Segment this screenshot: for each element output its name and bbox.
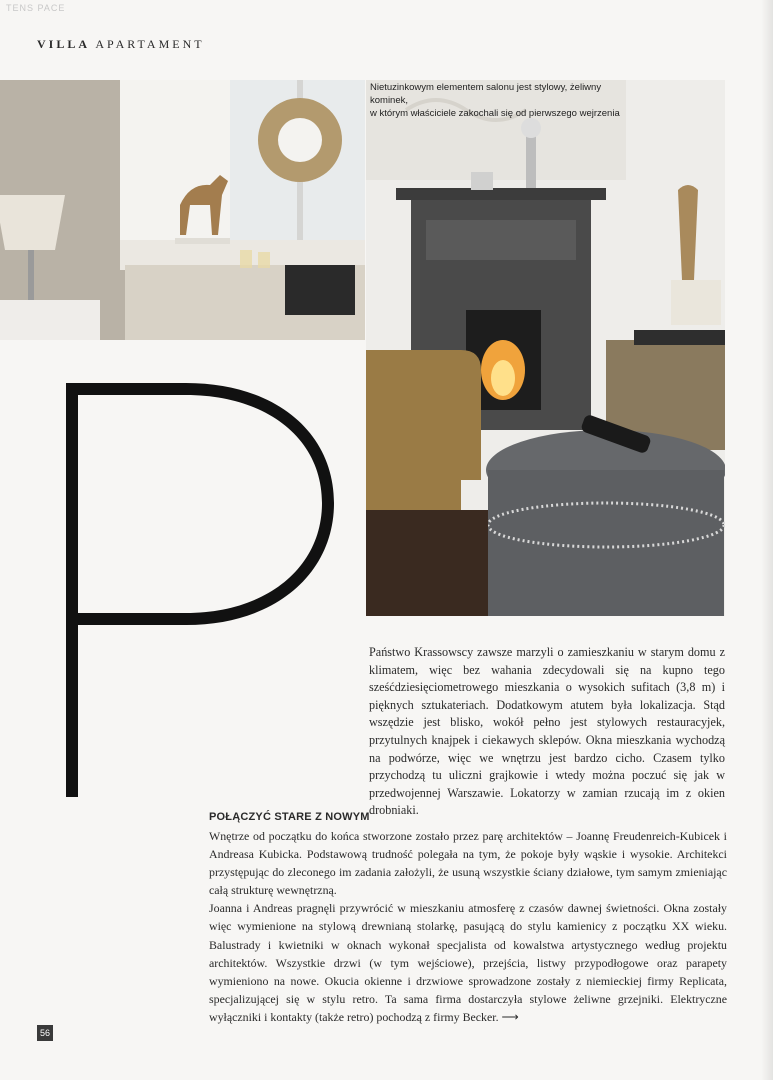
- caption-line-1: Nietuzinkowym elementem salonu jest stylowy, żeliwny kominek,: [370, 82, 602, 106]
- photo-caption: [366, 80, 624, 121]
- photo-window-sill: [0, 80, 365, 340]
- intro-paragraph: Państwo Krassowscy zawsze marzyli o zamieszkaniu w starym domu z klimatem, więc bez wahania zdecydowali się na kupno tego sześćdziesięciometrowego mieszkania o wysokich sufitach (3,8 m) i pięknych sztukateriach. Dodatkowym atutem była lokalizacja. Stąd wszędzie jest blisko, wokół pełno jest stylowych restauracyjek, przytulnych knajpek i ciekawych sklepów. Okna mieszkania wychodzą na podwórze, więc we wnętrzu jest bardzo cicho. Czasem tylko przychodzą tu uliczni grajkowie i wtedy można poczuć się jak w przedwojennej Warszawie. Lokatorzy w zamian rzucają im z okien drobniaki.: [369, 645, 725, 818]
- article-body: [209, 827, 727, 1026]
- header-section-rest: APARTAMENT: [95, 37, 205, 51]
- section-header: [37, 37, 205, 52]
- page-edge-shadow: [761, 0, 773, 1080]
- header-section-bold: VILLA: [37, 37, 91, 51]
- body-paragraph-2: Joanna i Andreas pragnęli przywrócić w mieszkaniu atmosferę z czasów dawnej świetności. Okna zostały więc wymienione na stylową drewnianą stolarkę, pasującą do stylu kamienicy z początku XX wieku. Balustrady i kwietniki w oknach wykonał specjalista od kowalstwa artystycznego według projektu architektów. Wszystkie drzwi (w tym wejściowe), przejścia, listwy przypodłogowe oraz parapety wymieniono na nowe. Okucia okienne i drzwiowe sprowadzone zostały z niemieckiej firmy Replicata, specjalizującej się w stylu retro. Ta sama firma dostarczyła stylowe żeliwne grzejniki. Elektryczne wyłączniki i kontakty (także retro) pochodzą z firmy Becker. ⟶: [209, 901, 727, 1024]
- caption-line-2: w którym właściciele zakochali się od pierwszego wejrzenia: [370, 108, 620, 119]
- photo-fireplace-illustration: [366, 80, 725, 616]
- section-heading: POŁĄCZYĆ STARE Z NOWYM: [209, 811, 370, 823]
- photo-fireplace: [366, 80, 725, 616]
- page-number: 56: [37, 1025, 53, 1041]
- drop-cap-p: [66, 383, 336, 797]
- photo-window-sill-illustration: [0, 80, 365, 340]
- body-paragraph-1: Wnętrze od początku do końca stworzone zostało przez parę architektów – Joannę Freudenreich-Kubicek i Andreasa Kubicka. Podstawową trudność polegała na tym, że pokoje były wąskie i wysokie. Architekci przystępując do zleconego im zadania założyli, że usuną wszystkie ściany działowe, tym samym zmieniając całą strukturę wewnętrzną.: [209, 829, 727, 898]
- watermark-text: TENS PACE: [6, 3, 66, 13]
